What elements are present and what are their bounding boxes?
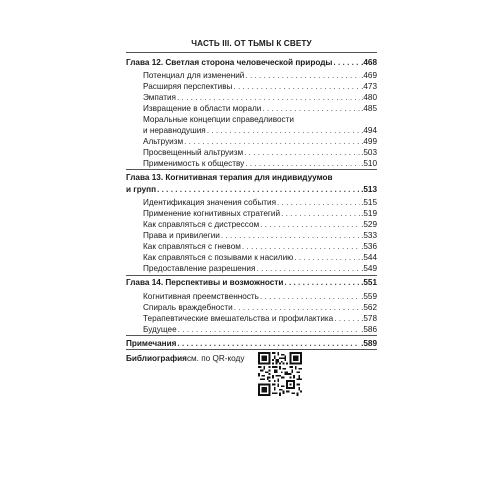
item-title-continued: и неравнодушия xyxy=(143,126,206,135)
item-title: Моральные концепции справедливости xyxy=(143,115,294,124)
dot-leader xyxy=(233,82,360,91)
page-number: .533 xyxy=(361,231,377,240)
toc-item[interactable] xyxy=(143,104,377,113)
notes-entry[interactable] xyxy=(126,339,377,348)
section-rule xyxy=(126,349,377,350)
toc-item[interactable] xyxy=(143,314,377,323)
page-number: .503 xyxy=(361,148,377,157)
toc-item[interactable] xyxy=(143,292,377,301)
page-number: .529 xyxy=(361,220,377,229)
item-title: Как справляться с позывами к насилию xyxy=(143,253,294,262)
toc-item[interactable] xyxy=(143,82,377,91)
dot-leader xyxy=(242,242,360,251)
page-number: .480 xyxy=(361,93,377,102)
qr-code-icon[interactable] xyxy=(258,352,302,396)
toc-item-line2[interactable] xyxy=(143,126,377,135)
notes-title: Примечания xyxy=(126,339,177,348)
item-title: Эмпатия xyxy=(143,93,176,102)
page-number: .578 xyxy=(361,314,377,323)
dot-leader xyxy=(284,278,360,287)
part-title: ЧАСТЬ III. ОТ ТЬМЫ К СВЕТУ xyxy=(191,39,312,48)
page-number: .536 xyxy=(361,242,377,251)
toc-item[interactable] xyxy=(143,159,377,168)
page-number: .515 xyxy=(361,198,377,207)
chapter-title: Глава 14. Перспективы и возможности xyxy=(126,278,284,287)
toc-item[interactable] xyxy=(143,253,377,262)
item-title: Спираль враждебности xyxy=(143,303,233,312)
page-number: .469 xyxy=(361,71,377,80)
dot-leader xyxy=(245,159,360,168)
page-number: .519 xyxy=(361,209,377,218)
toc-item[interactable] xyxy=(143,264,377,273)
item-title: Альтруизм xyxy=(143,137,184,146)
page-number: .562 xyxy=(361,303,377,312)
page-number: .510 xyxy=(361,159,377,168)
dot-leader xyxy=(281,209,360,218)
toc-item[interactable] xyxy=(143,71,377,80)
toc-item[interactable] xyxy=(143,303,377,312)
toc-item[interactable] xyxy=(143,137,377,146)
item-title: Будущее xyxy=(143,325,177,334)
page-number: .549 xyxy=(361,264,377,273)
page-number: .513 xyxy=(361,185,377,194)
dot-leader xyxy=(177,339,360,348)
dot-leader xyxy=(334,314,360,323)
dot-leader xyxy=(207,126,360,135)
dot-leader xyxy=(260,220,360,229)
dot-leader xyxy=(244,148,360,157)
chapter-12-entry[interactable] xyxy=(126,58,377,67)
page-number: .468 xyxy=(361,58,377,67)
page-number: .494 xyxy=(361,126,377,135)
page-number: .485 xyxy=(361,104,377,113)
section-rule xyxy=(126,275,377,276)
dot-leader xyxy=(294,253,360,262)
dot-leader xyxy=(256,264,360,273)
dot-leader xyxy=(157,185,360,194)
chapter-title: Глава 12. Светлая сторона человеческой природы xyxy=(126,58,333,67)
item-title: Права и привилегии xyxy=(143,231,220,240)
page-number: .586 xyxy=(361,325,377,334)
chapter-14-entry[interactable] xyxy=(126,278,377,287)
dot-leader xyxy=(221,231,360,240)
dot-leader xyxy=(178,325,360,334)
dot-leader xyxy=(245,71,360,80)
item-title: Предоставление разрешения xyxy=(143,264,256,273)
bibliography-entry[interactable] xyxy=(126,354,244,363)
dot-leader xyxy=(260,292,360,301)
toc-item-line1[interactable] xyxy=(143,115,377,124)
toc-item[interactable] xyxy=(143,325,377,334)
dot-leader xyxy=(184,137,360,146)
item-title: Применимость к обществу xyxy=(143,159,245,168)
toc-item[interactable] xyxy=(143,209,377,218)
item-title: Просвещенный альтруизм xyxy=(143,148,244,157)
chapter-13-entry-line1[interactable] xyxy=(126,173,377,182)
bibliography-title: Библиография xyxy=(126,354,187,363)
item-title: Идентификация значения события xyxy=(143,198,276,207)
dot-leader xyxy=(333,58,360,67)
item-title: Как справляться с гневом xyxy=(143,242,241,251)
chapter-13-entry-line2[interactable] xyxy=(126,185,377,194)
toc-item[interactable] xyxy=(143,148,377,157)
item-title: Расширяя перспективы xyxy=(143,82,233,91)
page-number: .589 xyxy=(361,339,377,348)
toc-item[interactable] xyxy=(143,198,377,207)
item-title: Терапевтические вмешательства и профилактика xyxy=(143,314,334,323)
toc-item[interactable] xyxy=(143,242,377,251)
dot-leader xyxy=(234,303,360,312)
toc-page xyxy=(126,0,377,500)
top-rule xyxy=(126,52,377,53)
item-title: Потенциал для изменений xyxy=(143,71,245,80)
section-rule xyxy=(126,335,377,336)
page-number: .473 xyxy=(361,82,377,91)
page-number: .544 xyxy=(361,253,377,262)
item-title: Как справляться с дистрессом xyxy=(143,220,260,229)
page-number: .499 xyxy=(361,137,377,146)
toc-item[interactable] xyxy=(143,93,377,102)
chapter-title-continued: и групп xyxy=(126,185,157,194)
page-number: .559 xyxy=(361,292,377,301)
toc-item[interactable] xyxy=(143,231,377,240)
item-title: Когнитивная преемственность xyxy=(143,292,259,301)
item-title: Применение когнитивных стратегий xyxy=(143,209,281,218)
bibliography-note: см. по QR-коду xyxy=(186,354,245,363)
chapter-title: Глава 13. Когнитивная терапия для индивидуумов xyxy=(126,173,333,182)
section-rule xyxy=(126,169,377,170)
dot-leader xyxy=(177,93,360,102)
item-title: Извращение в области морали xyxy=(143,104,262,113)
page-number: .551 xyxy=(361,278,377,287)
dot-leader xyxy=(277,198,360,207)
toc-item[interactable] xyxy=(143,220,377,229)
dot-leader xyxy=(262,104,360,113)
